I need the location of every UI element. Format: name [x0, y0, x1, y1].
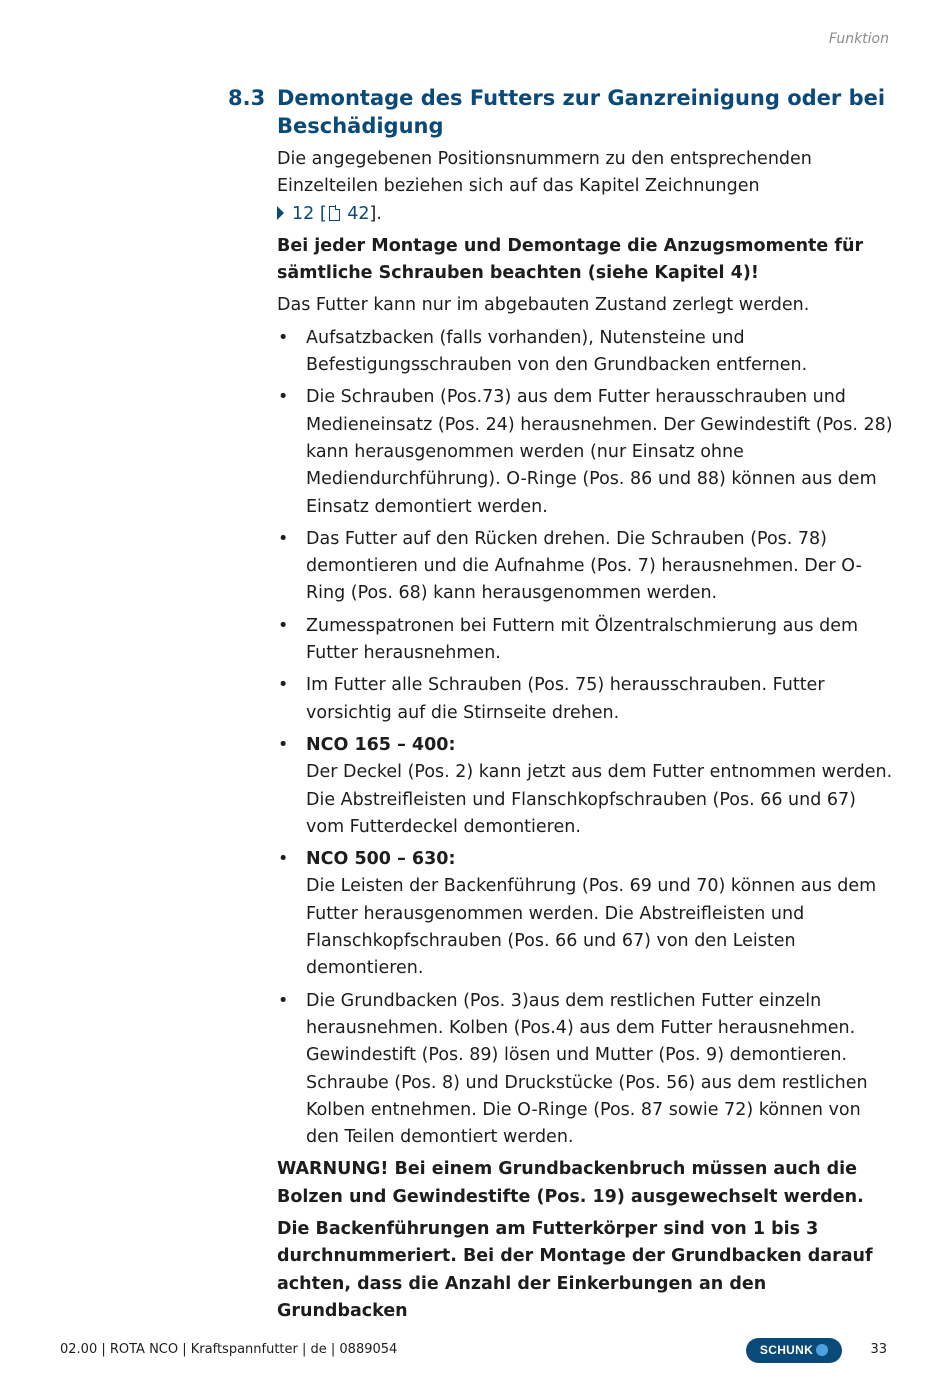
lead-paragraph: Das Futter kann nur im abgebauten Zustand zerlegt werden.: [277, 295, 810, 316]
bullet-icon: •: [278, 675, 289, 696]
section-number: 8.3: [228, 86, 266, 110]
section-heading: [228, 84, 896, 140]
bullet-icon: •: [278, 849, 289, 870]
ref-close: ].: [369, 203, 382, 224]
list-item-text: Aufsatzbacken (falls vorhanden), Nutensteine und Befestigungsschrauben von den Grundbacken entfernen.: [306, 327, 808, 376]
schunk-logo: [746, 1338, 842, 1363]
bullet-icon: •: [278, 615, 289, 636]
list-item: [277, 672, 896, 727]
warning-paragraph: WARNUNG! Bei einem Grundbackenbruch müssen auch die Bolzen und Gewindestifte (Pos. 19) ausgewechselt werden.: [277, 1159, 864, 1207]
step-list: [277, 325, 896, 1152]
page-icon: [329, 206, 340, 221]
list-item: [277, 613, 896, 668]
bullet-icon: •: [278, 387, 289, 408]
section-8-3: [228, 84, 896, 1330]
torque-note: Bei jeder Montage und Demontage die Anzugsmomente für sämtliche Schrauben beachten (siehe Kapitel 4)!: [277, 235, 864, 284]
running-header: Funktion: [828, 31, 889, 47]
logo-mark-icon: [816, 1344, 828, 1356]
section-title: Demontage des Futters zur Ganzreinigung oder bei Beschädigung: [277, 86, 886, 138]
arrow-right-icon: [277, 206, 284, 220]
bullet-icon: •: [278, 734, 289, 755]
list-item-model-label: NCO 165 – 400:: [306, 734, 456, 755]
document-meta: 02.00 | ROTA NCO | Kraftspannfutter | de | 0889054: [60, 1342, 398, 1357]
list-item-model-label: NCO 500 – 630:: [306, 849, 456, 870]
logo-text: SCHUNK: [759, 1343, 814, 1357]
list-item-text: Die Grundbacken (Pos. 3)aus dem restlichen Futter einzeln herausnehmen. Kolben (Pos.4) aus dem Futter herausnehmen. Gewindestift (Pos. 89) lösen und Mutter (Pos. 9) demontieren. Schraube (Pos. 8) und Druckstücke (Pos. 56) aus dem restlichen Kolben entnehmen. Die O-Ringe (Pos. 87 sowie 72) können von den Teilen demontiert werden.: [306, 990, 868, 1148]
bullet-icon: •: [278, 990, 289, 1011]
list-item-text: Im Futter alle Schrauben (Pos. 75) herausschrauben. Futter vorsichtig auf die Stirnseite drehen.: [306, 675, 825, 723]
bullet-icon: •: [278, 528, 289, 549]
list-item-text: Die Schrauben (Pos.73) aus dem Futter herausschrauben und Medieneinsatz (Pos. 24) herausnehmen. Der Gewindestift (Pos. 28) kann herausgenommen werden (nur Einsatz ohne Mediendurchführung). O-Ringe (Pos. 86 und 88) können aus dem Einsatz demontiert werden.: [306, 387, 893, 517]
list-item: [277, 526, 896, 608]
bullet-icon: •: [278, 327, 289, 348]
closing-paragraph: Die Backenführungen am Futterkörper sind von 1 bis 3 durchnummeriert. Bei der Montage der Grundbacken darauf achten, dass die Anzahl der Einkerbungen an den Grundbacken: [277, 1218, 873, 1321]
intro-paragraph: [277, 146, 896, 228]
list-item: [277, 732, 896, 841]
list-item: [277, 988, 896, 1152]
list-item-text: Zumesspatronen bei Futtern mit Ölzentralschmierung aus dem Futter herausnehmen.: [306, 615, 859, 664]
intro-text: Die angegebenen Positionsnummern zu den entsprechenden Einzelteilen beziehen sich auf das Kapitel Zeichnungen: [277, 149, 812, 197]
ref-chapter: 12: [292, 203, 315, 224]
list-item: [277, 846, 896, 982]
list-item: [277, 384, 896, 520]
list-item-text: Der Deckel (Pos. 2) kann jetzt aus dem Futter entnommen werden. Die Abstreifleisten und Flanschkopfschrauben (Pos. 66 und 67) vom Futterdeckel demontieren.: [306, 762, 893, 837]
list-item: [277, 325, 896, 380]
section-body: [277, 146, 896, 1325]
list-item-text: Das Futter auf den Rücken drehen. Die Schrauben (Pos. 78) demontieren und die Aufnahme (Pos. 7) herausnehmen. Der O-Ring (Pos. 68) kann herausgenommen werden.: [306, 528, 862, 604]
page-footer: [0, 1330, 950, 1370]
page-number: 33: [870, 1342, 887, 1357]
ref-page: 42: [347, 203, 370, 224]
chapter-reference-link[interactable]: 12 [ 42: [277, 204, 370, 224]
list-item-text: Die Leisten der Backenführung (Pos. 69 und 70) können aus dem Futter herausgenommen werden. Die Abstreifleisten und Flanschkopfschrauben (Pos. 66 und 67) von den Leisten demontieren.: [306, 876, 877, 979]
